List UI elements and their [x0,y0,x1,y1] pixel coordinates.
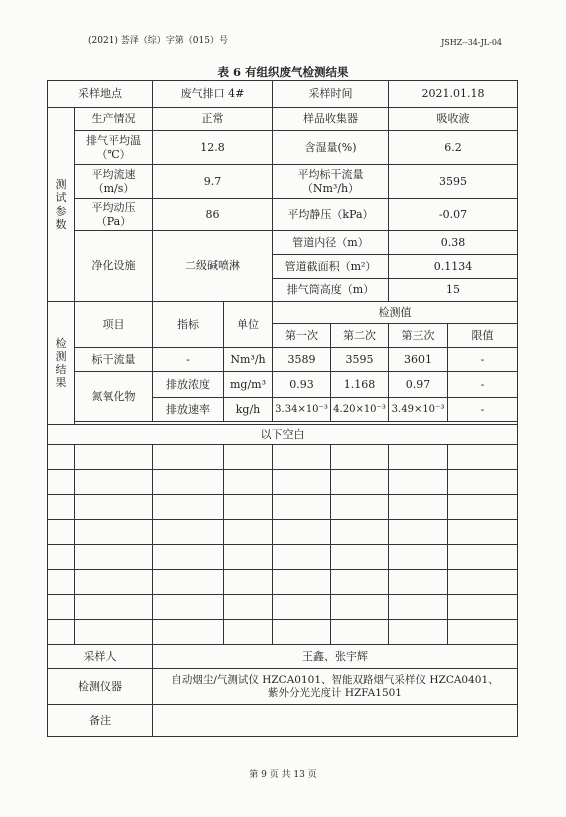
instruments-value: 自动烟尘/气测试仪 HZCA0101、智能双路烟气采样仪 HZCA0401、 紫外分光光度计 HZFA1501 [153,669,518,705]
temp-label: 排气平均温 （℃） [75,131,153,165]
h-second: 第二次 [331,324,389,348]
dyn-value: 86 [153,199,273,231]
loc-label: 采样地点 [48,81,153,108]
remarks-value [153,705,518,737]
side-label-params [48,108,75,302]
h-index: 指标 [153,302,224,348]
document-number: (2021) 荟泽（综）字第（015）号 [88,36,228,46]
nox-name: 氮氧化物 [75,372,153,422]
collector-label: 样品收集器 [273,108,389,131]
table-row [48,302,518,324]
table-row [48,199,518,231]
moisture-label: 含湿量(%) [273,131,389,165]
prod-label: 生产情况 [75,108,153,131]
side-label-text: 检测结果 [55,336,67,390]
table-row [48,108,518,131]
time-value: 2021.01.18 [389,81,518,108]
height-label: 排气筒高度（m） [273,279,389,302]
prod-value: 正常 [153,108,273,131]
static-label: 平均静压（kPa） [273,199,389,231]
diam-label: 管道内径（m） [273,231,389,255]
flow-v2: 3595 [331,348,389,372]
blank-note: 以下空白 [48,425,518,445]
flow-unit: Nm³/h [224,348,273,372]
h-first: 第一次 [273,324,331,348]
table-row [48,131,518,165]
table-row [48,348,518,372]
rate-v3: 3.49×10⁻³ [389,398,448,422]
loc-value: 废气排口 4# [153,81,273,108]
blank-row [48,545,518,570]
static-value: -0.07 [389,199,518,231]
h-limit: 限值 [448,324,518,348]
h-third: 第三次 [389,324,448,348]
moisture-value: 6.2 [389,131,518,165]
rate-limit: - [448,398,518,422]
purify-value: 二级碱喷淋 [153,231,273,302]
blank-row [48,470,518,495]
conc-limit: - [448,372,518,398]
conc-unit: mg/m³ [224,372,273,398]
table-row [48,645,518,669]
area-value: 0.1134 [389,255,518,279]
blank-row [48,620,518,645]
flow-name: 标干流量 [75,348,153,372]
blank-row [48,520,518,545]
conc-v2: 1.168 [331,372,389,398]
height-value: 15 [389,279,518,302]
instruments-label: 检测仪器 [48,669,153,705]
side-label-results [48,302,75,425]
dyn-label: 平均动压 （Pa） [75,199,153,231]
flow-v3: 3601 [389,348,448,372]
flow-label: 平均标干流量 （Nm³/h） [273,165,389,199]
speed-value: 9.7 [153,165,273,199]
conc-v1: 0.93 [273,372,331,398]
temp-value: 12.8 [153,131,273,165]
remarks-label: 备注 [48,705,153,737]
flow-limit: - [448,348,518,372]
form-code: JSHZ--34-JL-04 [441,38,502,47]
sampler-label: 采样人 [48,645,153,669]
rate-v2: 4.20×10⁻³ [331,398,389,422]
speed-label: 平均流速 （m/s） [75,165,153,199]
rate-v1: 3.34×10⁻³ [273,398,331,422]
rate-unit: kg/h [224,398,273,422]
table-row [48,231,518,255]
flow-value: 3595 [389,165,518,199]
table-row [48,425,518,445]
blank-row [48,595,518,620]
h-values: 检测值 [273,302,518,324]
blank-row [48,570,518,595]
table-row [48,669,518,705]
table-row [48,81,518,108]
blank-row [48,495,518,520]
side-label-text: 测试参数 [55,178,67,231]
page-footer: 第 9 页 共 13 页 [249,770,317,780]
area-label: 管道截面积（m²） [273,255,389,279]
table-title: 表 6 有组织废气检测结果 [217,65,349,79]
collector-value: 吸收液 [389,108,518,131]
blank-row [48,445,518,470]
flow-index: - [153,348,224,372]
h-item: 项目 [75,302,153,348]
flow-v1: 3589 [273,348,331,372]
table-row [48,705,518,737]
conc-index: 排放浓度 [153,372,224,398]
results-table [47,80,518,737]
h-unit: 单位 [224,302,273,348]
table-row [48,372,518,398]
diam-value: 0.38 [389,231,518,255]
table-row [48,165,518,199]
sampler-value: 王鑫、张宇辉 [153,645,518,669]
conc-v3: 0.97 [389,372,448,398]
purify-label: 净化设施 [75,231,153,302]
rate-index: 排放速率 [153,398,224,422]
time-label: 采样时间 [273,81,389,108]
